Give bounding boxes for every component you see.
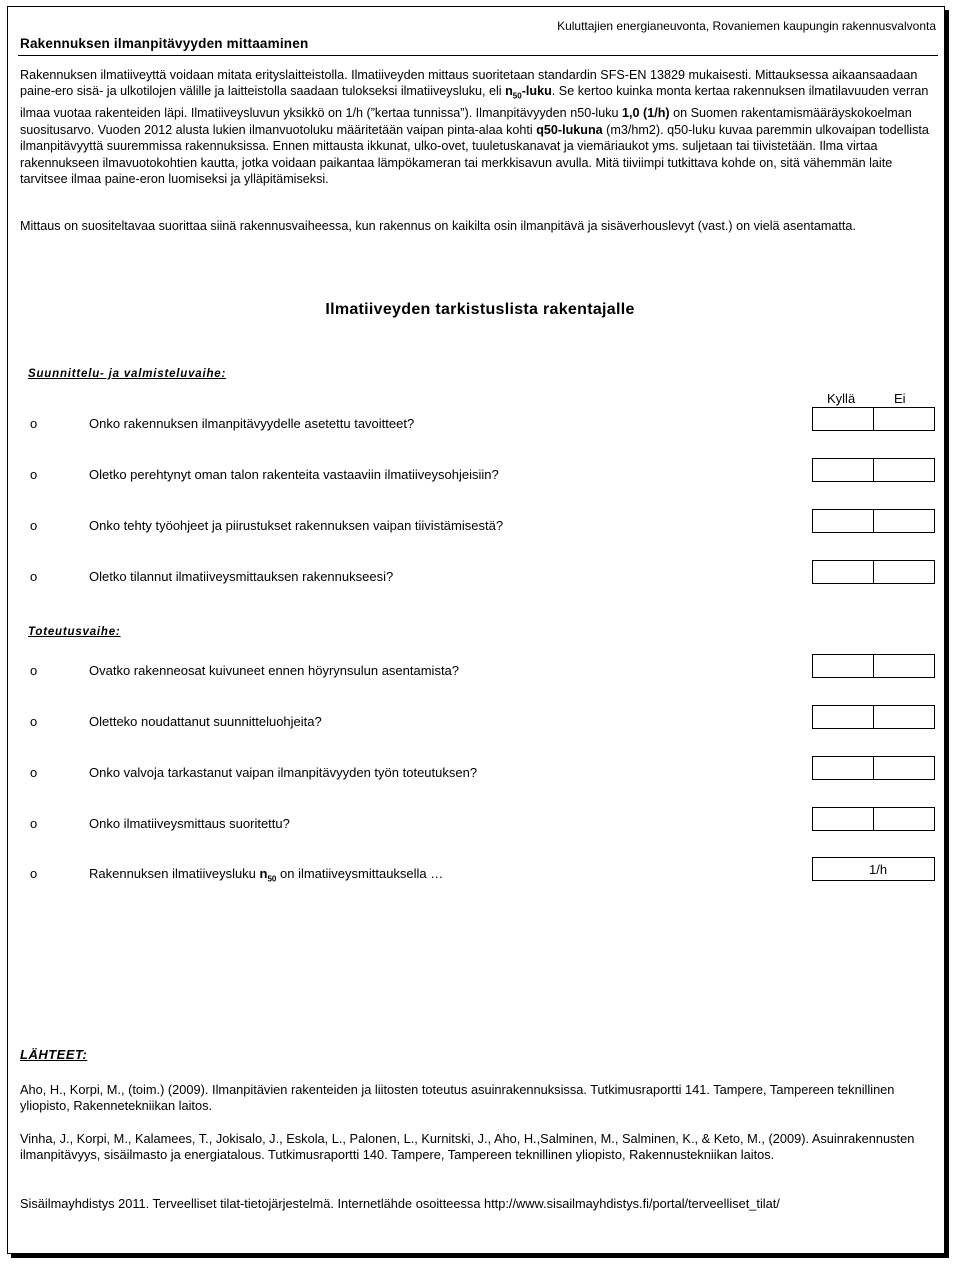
checkbox-yes-q7[interactable]	[812, 756, 874, 780]
recommended-value: 1,0 (1/h)	[622, 106, 670, 121]
checkbox-no-q7[interactable]	[873, 756, 935, 780]
question-5: Ovatko rakenneosat kuivuneet ennen höyrynsulun asentamista?	[89, 663, 460, 678]
intro-paragraph-2: Mittaus on suositeltavaa suorittaa siinä rakennusvaiheessa, kun rakennus on kaikilta osin ilmanpitävä ja sisäverhouslevyt (vast.) on vielä asentamatta.	[20, 219, 856, 233]
document-title: Rakennuksen ilmanpitävyyden mittaaminen	[20, 36, 309, 51]
question-6: Oletteko noudattanut suunnitteluohjeita?	[89, 714, 322, 729]
bullet: o	[30, 467, 38, 482]
checkbox-no-q2[interactable]	[873, 458, 935, 482]
checkbox-no-q8[interactable]	[873, 807, 935, 831]
bullet: o	[30, 569, 38, 584]
organization-name: Kuluttajien energianeuvonta, Rovaniemen kaupungin rakennusvalvonta	[557, 19, 936, 33]
bullet: o	[30, 518, 38, 533]
header-divider	[18, 55, 938, 56]
checklist-title: Ilmatiiveyden tarkistuslista rakentajalle	[325, 301, 635, 318]
column-label-no: Ei	[894, 391, 906, 406]
document-page	[7, 6, 945, 1254]
checkbox-yes-q6[interactable]	[812, 705, 874, 729]
bullet: o	[30, 816, 38, 831]
question-n50-result: Rakennuksen ilmatiiveysluku $n_{50}$ on ilmatiiveysmittauksella …	[89, 866, 444, 884]
question-1: Onko rakennuksen ilmanpitävyydelle asetettu tavoitteet?	[89, 416, 415, 431]
checkbox-no-q3[interactable]	[873, 509, 935, 533]
section-title-planning: Suunnittelu- ja valmisteluvaihe:	[28, 368, 227, 380]
checkbox-yes-q5[interactable]	[812, 654, 874, 678]
checkbox-no-q4[interactable]	[873, 560, 935, 584]
bullet: o	[30, 866, 38, 881]
intro-paragraph-1: Rakennuksen ilmatiiveyttä voidaan mitata erityslaitteistolla. Ilmatiiveyden mittaus suoritetaan standardin SFS-EN 13829 mukaisesti. Mittauksessa aikaansaadaan paine-ero sisä- ja ulkotilojen välille ja laitteistolla saadaan tulokseksi ilmatiiveysluku, eli $n_{50}$-luku. Se kertoo kuinka monta kertaa rakennuksen ilmatilavuuden verran ilmaa vuotaa rakenteiden läpi. Ilmatiiveysluvun yksikkö on 1/h (”kertaa tunnissa”). Ilmanpitävyyden n50-luku 1,0 (1/h) on Suomen rakentamismääräyskokoelman suositusarvo. Vuoden 2012 alusta lukien ilmanvuotoluku määritetään vaipan pinta-alaa kohti q50-lukuna (m3/hm2). q50-luku kuvaa paremmin ulkovaipan todellista ilmanpitävyyttä suuremmissa rakennuksissa. Ennen mittausta ikkunat, ulko-ovet, tuuletuskanavat ja viemäriaukot yms. suljetaan tai tiivistetään. Ilma virtaa rakennukseen ilmavuotokohtien kautta, jotka voidaan paikantaa lämpökameran tai merkkisavun avulla. Mitä tiiviimpi tutkittava kohde on, sitä vähemmän laite tarvitsee ilmaa paine-eron luomiseksi ja ylläpitämiseksi.	[20, 68, 929, 186]
question-2: Oletko perehtynyt oman talon rakenteita vastaaviin ilmatiiveysohjeisiin?	[89, 467, 499, 482]
references-title: LÄHTEET:	[20, 1047, 88, 1062]
checkbox-yes-q3[interactable]	[812, 509, 874, 533]
q50-term: q50-lukuna	[536, 122, 603, 137]
question-4: Oletko tilannut ilmatiiveysmittauksen rakennukseesi?	[89, 569, 394, 584]
n50-term: $n_{50}$-luku	[505, 84, 552, 101]
checkbox-yes-q8[interactable]	[812, 807, 874, 831]
question-3: Onko tehty työohjeet ja piirustukset rakennuksen vaipan tiivistämisestä?	[89, 518, 504, 533]
checkbox-no-q6[interactable]	[873, 705, 935, 729]
reference-1: Aho, H., Korpi, M., (toim.) (2009). Ilmanpitävien rakenteiden ja liitosten toteutus asuinrakennuksissa. Tutkimusraportti 141. Tampere, Tampereen teknillinen yliopisto, Rakennetekniikan laitos.	[20, 1082, 895, 1114]
checkbox-no-q5[interactable]	[873, 654, 935, 678]
question-7: Onko valvoja tarkastanut vaipan ilmanpitävyyden työn toteutuksen?	[89, 765, 478, 780]
checkbox-no-q1[interactable]	[873, 407, 935, 431]
checkbox-yes-q4[interactable]	[812, 560, 874, 584]
unit-label: 1/h	[869, 862, 888, 877]
bullet: o	[30, 416, 38, 431]
n50-value-field[interactable]	[812, 857, 935, 881]
section-title-implementation: Toteutusvaihe:	[28, 626, 121, 638]
question-8: Onko ilmatiiveysmittaus suoritettu?	[89, 816, 290, 831]
column-label-yes: Kyllä	[827, 391, 856, 406]
reference-3: Sisäilmayhdistys 2011. Terveelliset tilat-tietojärjestelmä. Internetlähde osoitteessa http://www.sisailmayhdistys.fi/portal/terveelliset_tilat/	[20, 1196, 780, 1211]
reference-2: Vinha, J., Korpi, M., Kalamees, T., Jokisalo, J., Eskola, L., Palonen, L., Kurnitski, J., Aho, H.,Salminen, M., Salminen, K., & Keto, M., (2009). Asuinrakennusten ilmanpitävyys, sisäilmasto ja energiatalous. Tutkimusraportti 140. Tampere, Tampereen teknillinen yliopisto, Rakennustekniikan laitos.	[20, 1131, 915, 1163]
checkbox-yes-q1[interactable]	[812, 407, 874, 431]
checkbox-yes-q2[interactable]	[812, 458, 874, 482]
bullet: o	[30, 714, 38, 729]
bullet: o	[30, 765, 38, 780]
bullet: o	[30, 663, 38, 678]
